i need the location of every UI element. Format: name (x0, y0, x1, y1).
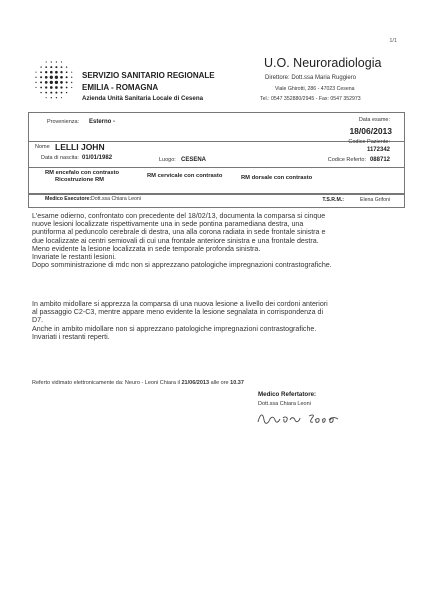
org-line2: EMILIA - ROMAGNA (82, 83, 159, 92)
report-line: puntiforma al peduncolo cerebrale di destra, una alla corona radiata in sede frontale sinistra e (32, 228, 326, 237)
validation-date: 21/06/2013 (181, 380, 210, 386)
codice-paziente-value: 1172342 (366, 147, 390, 153)
handwritten-signature (255, 408, 350, 430)
tsrm-label: T.S.R.M.: (322, 197, 344, 203)
report-paragraph-2 (32, 300, 328, 341)
report-line: Invariati i restanti reperti. (32, 332, 110, 341)
exam1-line1: RM encefalo con contrasto (45, 170, 120, 176)
nome-label: Nome (35, 144, 50, 150)
report-line: Meno evidente la lesione localizzata in sede temporale profonda sinistra. (32, 244, 261, 253)
exams-box (28, 167, 405, 195)
medico-value: Dott.ssa Chiara Leoni (91, 196, 141, 202)
exam3: RM dorsale con contrasto (241, 175, 313, 181)
patient-box (28, 141, 405, 168)
tsrm-value: Elena Grifoni (360, 197, 390, 203)
report-line: Invariate le restanti lesioni. (32, 253, 116, 262)
referto-label: Medico Refertatore: (258, 391, 317, 398)
director: Direttore: Dott.ssa Maria Ruggiero (265, 75, 357, 81)
report-line: D7. (32, 316, 44, 325)
validation-time: 10.37 (230, 380, 244, 386)
provenance-box (28, 112, 405, 142)
report-line: due localizzate ai centri semiovali di cui una frontale anteriore sinistra e una frontale destra. (32, 236, 319, 245)
validation-prefix: Referto vidimato elettronicamente da: Neuro - Leoni Chiara il (32, 380, 180, 386)
report-line: nuove lesioni localizzate rispettivamente una in sede pontina paramediana destra, una (32, 220, 304, 229)
exam1-line2: Ricostruzione RM (55, 177, 104, 183)
address: Viale Ghirotti, 286 - 47023 Cesena (275, 86, 355, 92)
referto-name: Dott.ssa Chiara Leoni (258, 401, 311, 407)
codice-referto-label: Codice Referto: (327, 157, 366, 163)
nome-value: LELLI JOHN (55, 142, 105, 152)
codice-paziente-label: Codice Paziente: (348, 139, 390, 145)
medico-label: Medico Esecutore: (45, 196, 92, 202)
report-line: Dopo somministrazione di mdc non si apprezzano patologiche impregnazioni contrastografiche. (32, 261, 332, 270)
org-line3: Azienda Unità Sanitaria Locale di Cesena (82, 95, 204, 102)
validation-mid: alle ore (210, 380, 229, 386)
provenienza-value: Esterno - (89, 118, 116, 125)
report-line: Anche in ambito midollare non si apprezzano patologiche impregnazioni contrastografiche. (32, 324, 317, 333)
org-line1: SERVIZIO SANITARIO REGIONALE (82, 71, 215, 80)
data-esame-value: 18/06/2013 (349, 126, 392, 136)
staff-box (28, 193, 405, 208)
luogo-value: CESENA (181, 156, 207, 163)
exam2: RM cervicale con contrasto (147, 173, 223, 179)
data-esame-label: Data esame: (358, 117, 390, 123)
data-nascita-value: 01/01/1982 (82, 154, 113, 161)
luogo-label: Luogo: (159, 157, 176, 163)
report-line: L'esame odierno, confrontato con precedente del 18/02/13, documenta la comparsa si cinque (32, 212, 326, 220)
report-line: In ambito midollare si apprezza la comparsa di una nuova lesione a livello dei cordoni anteriori (32, 300, 328, 308)
usl-logo (32, 58, 76, 102)
codice-referto-value: 088712 (369, 156, 390, 163)
report-line: al passaggio C2-C3, mentre appare meno evidente la lesione segnalata in corrispondenza di (32, 308, 324, 317)
report-paragraph-1 (32, 212, 332, 269)
data-nascita-label: Data di nascita: (41, 155, 79, 161)
provenienza-label: Provenienza: (47, 119, 80, 125)
unit-title: U.O. Neuroradiologia (264, 56, 382, 70)
phone-fax: Tel.: 0547 352880/2945 - Fax: 0547 352973 (260, 96, 361, 102)
page-number: 1/1 (389, 38, 397, 44)
validation-line (32, 380, 244, 386)
